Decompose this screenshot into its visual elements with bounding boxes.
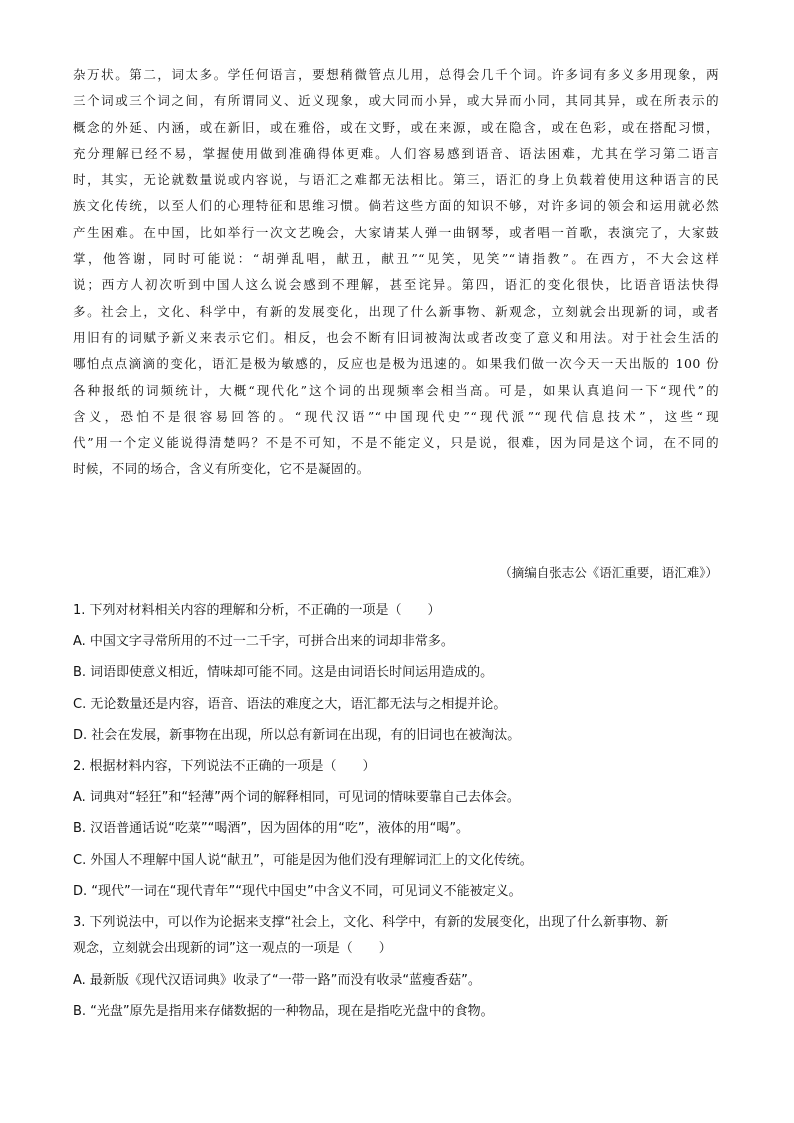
question-2-option-b: B. 汉语普通话说“吃菜”“喝酒”，因为固体的用“吃”，液体的用“喝”。 [73, 821, 470, 837]
passage-line: 用旧有的词赋予新义来表示它们。相反，也会不断有旧词被淘汰或者改变了意义和用法。对于社会生活的 [73, 329, 719, 345]
passage-line: 含义，恐怕不是很容易回答的。“现代汉语”“中国现代史”“现代派”“现代信息技术”，这些“现 [73, 408, 719, 424]
passage-line: 多。社会上，文化、科学中，有新的发展变化，出现了什么新事物、新观念，立刻就会出现新的词，或者 [73, 303, 719, 319]
question-1-option-d: D. 社会在发展，新事物在出现，所以总有新词在出现，有的旧词也在被淘汰。 [73, 727, 521, 743]
question-2-option-c: C. 外国人不理解中国人说“献丑”，可能是因为他们没有理解词汇上的文化传统。 [73, 852, 533, 868]
passage-line: 代”用一个定义能说得清楚吗？不是不可知，不是不能定义，只是说，很难，因为同是这个词，在不同的 [73, 435, 719, 451]
passage-line: 各种报纸的词频统计，大概“现代化”这个词的出现频率会相当高。可是，如果认真追问一下“现代”的 [73, 382, 719, 398]
question-1-option-a: A. 中国文字寻常所用的不过一二千字，可拼合出来的词却非常多。 [73, 634, 454, 650]
passage-line: 产生困难。在中国，比如举行一次文艺晚会，大家请某人弹一曲钢琴，或者唱一首歌，表演完了，大家鼓 [73, 224, 719, 240]
question-3-stem: 3. 下列说法中，可以作为论据来支撑“社会上，文化、科学中，有新的发展变化，出现了什么新事物、新 [73, 914, 669, 930]
question-2-option-d: D. “现代”一词在“现代青年”“现代中国史”中含义不同，可见词义不能被定义。 [73, 883, 522, 899]
passage-line: 说；西方人初次听到中国人这么说会感到不理解，甚至诧异。第四，语汇的变化很快，比语音语法快得 [73, 277, 719, 293]
question-2-stem: 2. 根据材料内容，下列说法不正确的一项是（ ） [73, 758, 376, 774]
question-2-option-a: A. 词典对“轻狂”和“轻薄”两个词的解释相同，可见词的情味要靠自己去体会。 [73, 790, 520, 806]
passage-line: 杂万状。第二，词太多。学任何语言，要想稍微管点儿用，总得会几千个词。许多词有多义多用现象，两 [73, 67, 719, 82]
passage-line: 时候，不同的场合，含义有所变化，它不是凝固的。 [73, 461, 370, 477]
passage-line: 掌，他答谢，同时可能说：“胡弹乱唱，献丑，献丑”“见笑，见笑”“请指教”。在西方，不大会这样 [73, 251, 719, 267]
question-1-option-c: C. 无论数量还是内容，语音、语法的难度之大，语汇都无法与之相提并论。 [73, 696, 507, 712]
question-1-option-b: B. 词语即使意义相近，情味却可能不同。这是由词语长时间运用造成的。 [73, 665, 494, 681]
question-list [73, 595, 723, 1027]
passage-line: 概念的外延、内涵，或在新旧，或在雅俗，或在文野，或在来源，或在隐含，或在色彩，或在搭配习惯， [73, 119, 719, 135]
passage-line: 时，其实，无论就数量说或内容说，与语汇之难都无法相比。第三，语汇的身上负载着使用这种语言的民 [73, 172, 719, 188]
passage-line: 族文化传统，以至人们的心理特征和思维习惯。倘若这些方面的知识不够，对许多词的领会和运用就必然 [73, 198, 719, 214]
passage-line: 哪怕点点滴滴的变化，语汇是极为敏感的，反应也是极为迅速的。如果我们做一次今天一天出版的 100 份 [73, 356, 719, 372]
question-3-stem-continued: 观念，立刻就会出现新的词”这一观点的一项是（ ） [73, 941, 392, 957]
question-3-option-a: A. 最新版《现代汉语词典》收录了“一带一路”而没有收录“蓝瘦香菇”。 [73, 972, 481, 988]
passage-source: （摘编自张志公《语汇重要，语汇难》） [499, 565, 718, 580]
question-1-stem: 1. 下列对材料相关内容的理解和分析，不正确的一项是（ ） [73, 603, 441, 618]
passage-line: 充分理解已经不易，掌握使用做到准确得体更难。人们容易感到语音、语法困难，尤其在学习第二语言 [73, 145, 719, 161]
passage-line: 三个词或三个词之间，有所谓同义、近义现象，或大同而小异，或大异而小同，其同其异，或在所表示的 [73, 93, 719, 109]
reading-passage [73, 62, 719, 483]
question-3-option-b: B. “光盘”原先是指用来存储数据的一种物品，现在是指吃光盘中的食物。 [73, 1003, 494, 1019]
